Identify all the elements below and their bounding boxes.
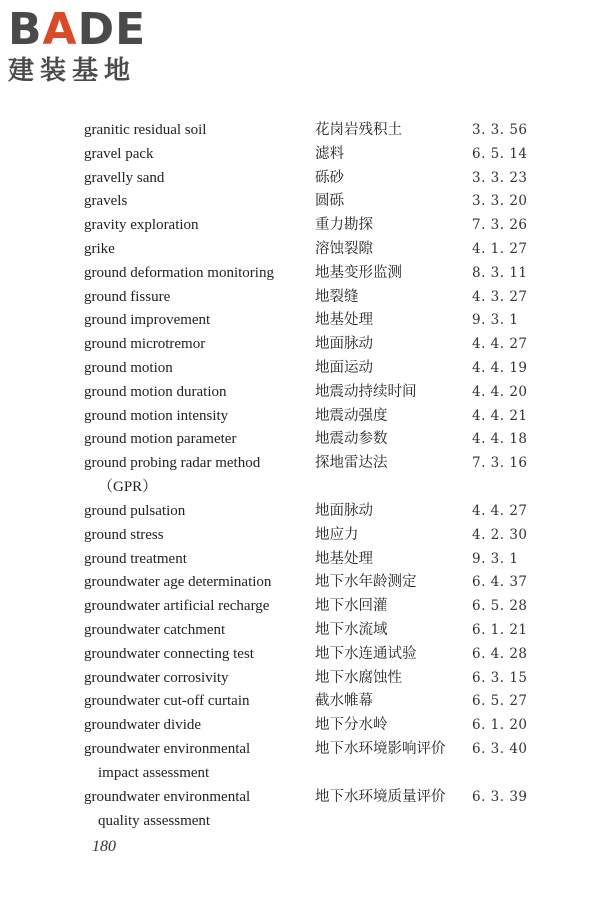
english-term-continuation: impact assessment (98, 765, 210, 781)
section-number: 7. 3. 16 (472, 455, 528, 472)
chinese-term: 探地雷达法 (315, 455, 388, 472)
english-term-line: ground improvement (84, 312, 211, 329)
section-number: 6. 3. 40 (472, 741, 528, 757)
section-number: 4. 4. 18 (472, 431, 528, 448)
english-term-line: ground motion parameter (84, 431, 237, 448)
section-number: 4. 4. 20 (472, 383, 528, 400)
english-term-line: groundwater catchment (84, 622, 226, 638)
chinese-term: 地下水环境影响评价 (315, 741, 446, 757)
english-term (84, 499, 309, 523)
section-number: 7. 3. 26 (472, 217, 528, 234)
chinese-term: 地下水环境质量评价 (315, 788, 446, 805)
english-term-line: groundwater connecting test (84, 645, 254, 662)
section-number: 3. 3. 56 (472, 122, 528, 138)
section-number: 4. 4. 27 (472, 336, 528, 353)
section-number: 4. 4. 27 (472, 503, 528, 519)
section-number: 9. 3. 1 (472, 312, 519, 329)
section-number: 3. 3. 23 (472, 169, 528, 186)
chinese-term: 地基变形监测 (315, 264, 402, 281)
page-number: 180 (92, 838, 116, 855)
english-term (84, 427, 309, 451)
english-term-line: gravels (84, 193, 128, 210)
chinese-term: 地下水连通试验 (315, 645, 417, 662)
english-term (84, 570, 309, 594)
english-term-line: groundwater artificial recharge (84, 598, 270, 615)
english-term-line: ground motion (84, 360, 173, 376)
english-term (84, 213, 309, 237)
logo-letter-b: B (8, 4, 43, 55)
english-term-line: ground microtremor (84, 336, 206, 353)
english-term-line: granitic residual soil (84, 122, 207, 138)
english-term-line: groundwater cut-off curtain (84, 693, 250, 710)
logo-subtitle: 建装基地 (8, 56, 137, 86)
chinese-term: 溶蚀裂隙 (315, 241, 373, 257)
chinese-term: 地下水回灌 (315, 598, 388, 615)
english-term (84, 166, 309, 190)
section-number: 6. 5. 28 (472, 598, 528, 615)
chinese-term: 地下水流域 (315, 622, 388, 638)
english-term (84, 523, 309, 547)
section-number: 6. 4. 28 (472, 645, 528, 662)
chinese-term: 地基处理 (315, 550, 373, 567)
english-term-line: ground probing radar method (84, 455, 261, 472)
english-term-line: ground motion duration (84, 383, 227, 400)
section-number: 4. 1. 27 (472, 241, 528, 257)
english-term-continuation: （GPR） (98, 479, 158, 496)
english-term (84, 189, 309, 213)
chinese-term: 地面脉动 (315, 503, 373, 519)
english-term (84, 666, 309, 690)
section-number: 4. 2. 30 (472, 526, 528, 543)
english-term-line: gravelly sand (84, 169, 165, 186)
section-number: 6. 1. 21 (472, 622, 528, 638)
section-number: 8. 3. 11 (472, 264, 528, 281)
section-number: 6. 1. 20 (472, 717, 528, 734)
english-term (84, 642, 309, 666)
english-term (84, 689, 309, 713)
chinese-term: 砾砂 (315, 169, 344, 186)
english-term-line: groundwater age determination (84, 574, 272, 591)
english-term-line: ground treatment (84, 550, 187, 567)
bade-logo (8, 6, 178, 96)
english-term (84, 237, 309, 261)
section-number: 6. 5. 27 (472, 693, 528, 710)
section-number: 4. 4. 21 (472, 407, 528, 424)
english-term-line: groundwater divide (84, 717, 202, 734)
english-term (84, 261, 309, 285)
chinese-term: 花岗岩残积土 (315, 122, 402, 138)
chinese-term: 地下水腐蚀性 (315, 669, 402, 686)
english-term (84, 380, 309, 404)
chinese-term: 地面运动 (315, 360, 373, 376)
english-term-line: groundwater corrosivity (84, 669, 229, 686)
chinese-term: 地震动参数 (315, 431, 388, 448)
chinese-term: 地下水年龄测定 (315, 574, 417, 591)
chinese-term: 地下分水岭 (315, 717, 388, 734)
section-number: 6. 4. 37 (472, 574, 528, 591)
section-number: 6. 3. 15 (472, 669, 528, 686)
section-number: 4. 4. 19 (472, 360, 528, 376)
section-number: 4. 3. 27 (472, 288, 528, 305)
logo-letters-de: DE (77, 4, 147, 55)
english-term (84, 594, 309, 618)
english-term (84, 785, 309, 833)
english-term-line: ground fissure (84, 288, 171, 305)
english-term (84, 308, 309, 332)
english-term-line: groundwater environmental (84, 741, 251, 757)
english-term (84, 356, 309, 380)
chinese-term: 重力勘探 (315, 217, 373, 234)
logo-wordmark (8, 6, 178, 54)
english-term (84, 142, 309, 166)
chinese-term: 截水帷幕 (315, 693, 373, 710)
english-term-line: gravel pack (84, 145, 154, 162)
chinese-term: 地面脉动 (315, 336, 373, 353)
english-term (84, 713, 309, 737)
chinese-term: 地震动强度 (315, 407, 388, 424)
chinese-term: 地震动持续时间 (315, 383, 417, 400)
chinese-term: 地基处理 (315, 312, 373, 329)
english-term-line: ground deformation monitoring (84, 264, 274, 281)
english-term-line: groundwater environmental (84, 788, 251, 805)
english-term (84, 547, 309, 571)
english-term (84, 118, 309, 142)
english-term (84, 285, 309, 309)
logo-letter-a: A (42, 4, 78, 55)
english-term-continuation: quality assessment (98, 812, 211, 829)
section-number: 3. 3. 20 (472, 193, 528, 210)
english-term-line: ground stress (84, 526, 164, 543)
chinese-term: 地应力 (315, 526, 359, 543)
section-number: 6. 5. 14 (472, 145, 528, 162)
english-term (84, 404, 309, 428)
english-term-line: ground motion intensity (84, 407, 229, 424)
chinese-term: 地裂缝 (315, 288, 359, 305)
english-term-line: gravity exploration (84, 217, 199, 234)
english-term (84, 451, 309, 499)
chinese-term: 滤料 (315, 145, 344, 162)
english-term (84, 332, 309, 356)
section-number: 9. 3. 1 (472, 550, 519, 567)
section-number: 6. 3. 39 (472, 788, 528, 805)
english-term-line: grike (84, 241, 115, 257)
chinese-term: 圆砾 (315, 193, 344, 210)
english-term (84, 618, 309, 642)
english-term-line: ground pulsation (84, 503, 186, 519)
english-term (84, 737, 309, 785)
